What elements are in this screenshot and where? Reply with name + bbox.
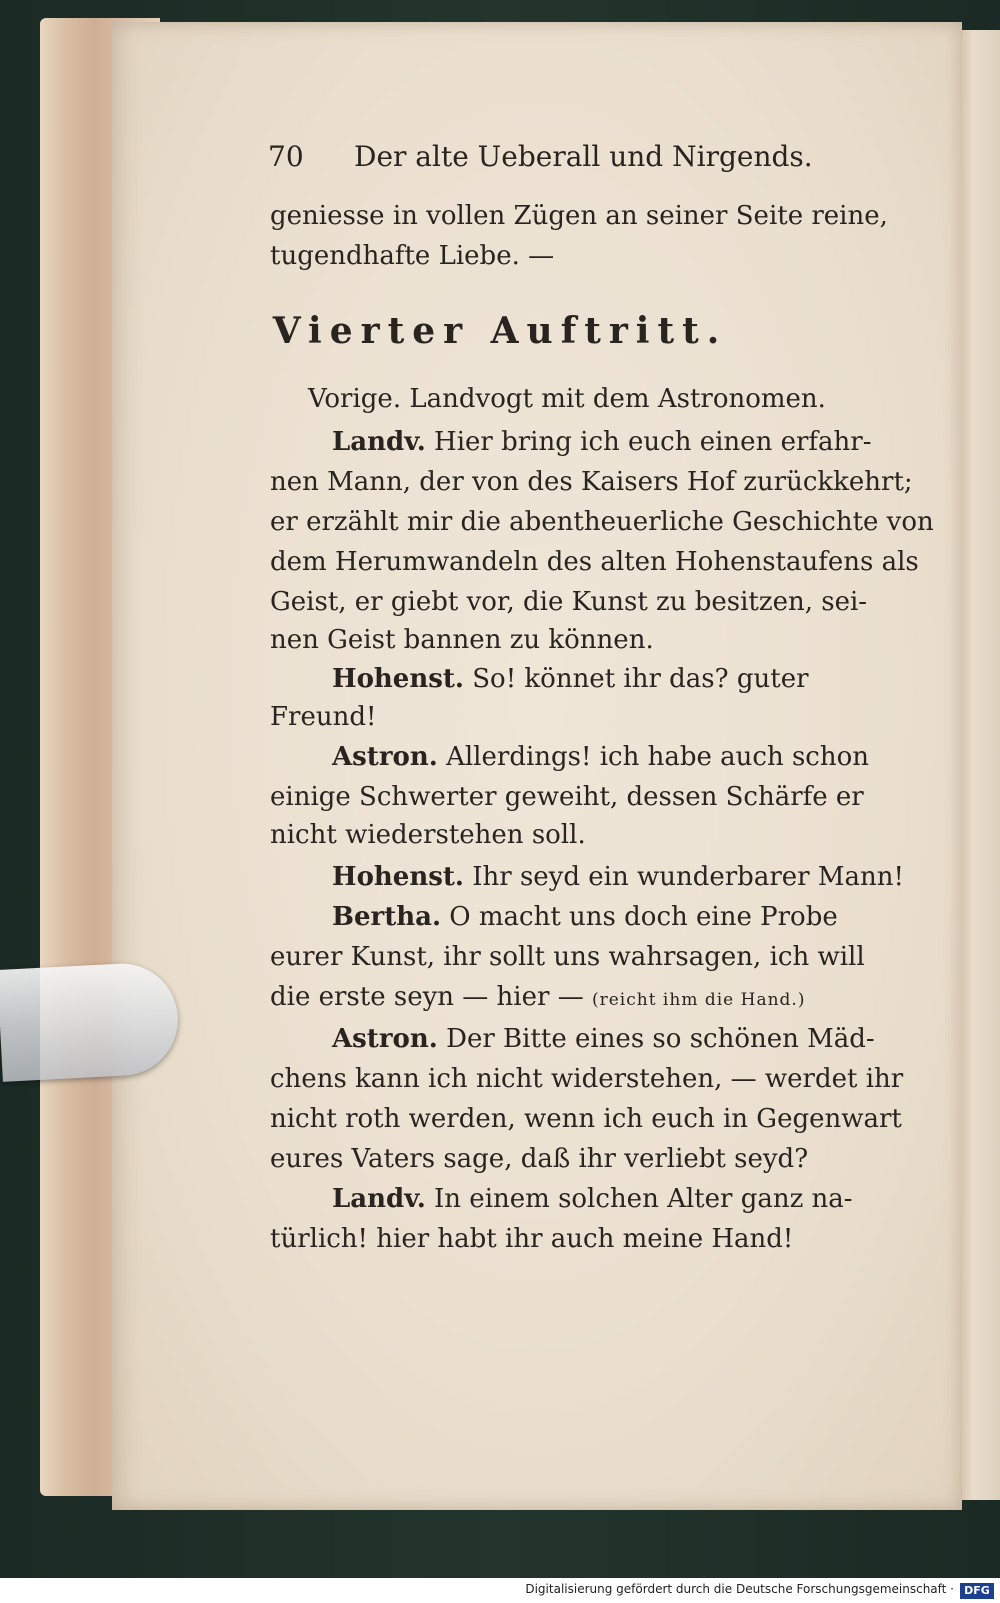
body-line: tugendhafte Liebe. — xyxy=(270,241,555,271)
speech-line: Hier bring ich euch einen erfahr- xyxy=(434,427,872,457)
speech-line: chens kann ich nicht widerstehen, — werdet ihr xyxy=(270,1064,904,1094)
speech-line xyxy=(270,978,805,1019)
speech-line: nen Mann, der von des Kaisers Hof zurückkehrt; xyxy=(270,467,913,497)
speech-line: Der Bitte eines so schönen Mäd- xyxy=(446,1024,875,1054)
speech xyxy=(332,738,869,776)
speech xyxy=(332,858,904,896)
speech-line: nicht roth werden, wenn ich euch in Gegenwart xyxy=(270,1104,902,1134)
scene-heading: Vierter Auftritt. xyxy=(272,310,728,352)
stage-note: (reicht ihm die Hand.) xyxy=(591,990,806,1010)
speech-line: Geist, er giebt vor, die Kunst zu besitzen, sei- xyxy=(270,587,868,617)
speech-line-text: die erste seyn — hier — xyxy=(270,982,584,1012)
speech-line: nicht wiederstehen soll. xyxy=(270,820,586,850)
dfg-logo-icon: DFG xyxy=(960,1583,994,1599)
speech xyxy=(332,423,871,461)
speech-line: Allerdings! ich habe auch schon xyxy=(446,742,870,772)
speaker-name: Hohenst. xyxy=(332,664,464,694)
footer-credit: Digitalisierung gefördert durch die Deutsche Forschungsgemeinschaft · xyxy=(525,1582,954,1596)
speech-line: O macht uns doch eine Probe xyxy=(449,902,838,932)
speech-line: nen Geist bannen zu können. xyxy=(270,625,654,655)
speech xyxy=(332,1180,853,1218)
running-title: Der alte Ueberall und Nirgends. xyxy=(354,140,813,173)
body-line: geniesse in vollen Zügen an seiner Seite reine, xyxy=(270,201,888,231)
speech-line: In einem solchen Alter ganz na- xyxy=(434,1184,853,1214)
speaker-name: Astron. xyxy=(332,742,438,772)
footer-bar xyxy=(0,1578,1000,1603)
speech-line: Freund! xyxy=(270,702,377,732)
speaker-name: Landv. xyxy=(332,1184,426,1214)
speaker-name: Astron. xyxy=(332,1024,438,1054)
speech xyxy=(332,660,809,698)
speech-line: einige Schwerter geweiht, dessen Schärfe er xyxy=(270,782,864,812)
speaker-name: Bertha. xyxy=(332,902,442,932)
speech xyxy=(332,1020,875,1058)
speech xyxy=(332,898,838,936)
speech-line: So! könnet ihr das? guter xyxy=(472,664,809,694)
speech-line: eures Vaters sage, daß ihr verliebt seyd? xyxy=(270,1144,809,1174)
speech-line: türlich! hier habt ihr auch meine Hand! xyxy=(270,1224,794,1254)
speaker-name: Hohenst. xyxy=(332,862,464,892)
page-number: 70 xyxy=(268,140,304,173)
speech-line: Ihr seyd ein wunderbarer Mann! xyxy=(472,862,904,892)
speaker-name: Landv. xyxy=(332,427,426,457)
speech-line: dem Herumwandeln des alten Hohenstaufens als xyxy=(270,547,919,577)
speech-line: er erzählt mir die abentheuerliche Geschichte von xyxy=(270,507,934,537)
bookmark-clip xyxy=(0,961,181,1082)
stage-direction: Vorige. Landvogt mit dem Astronomen. xyxy=(308,384,826,414)
speech-line: eurer Kunst, ihr sollt uns wahrsagen, ich will xyxy=(270,942,865,972)
